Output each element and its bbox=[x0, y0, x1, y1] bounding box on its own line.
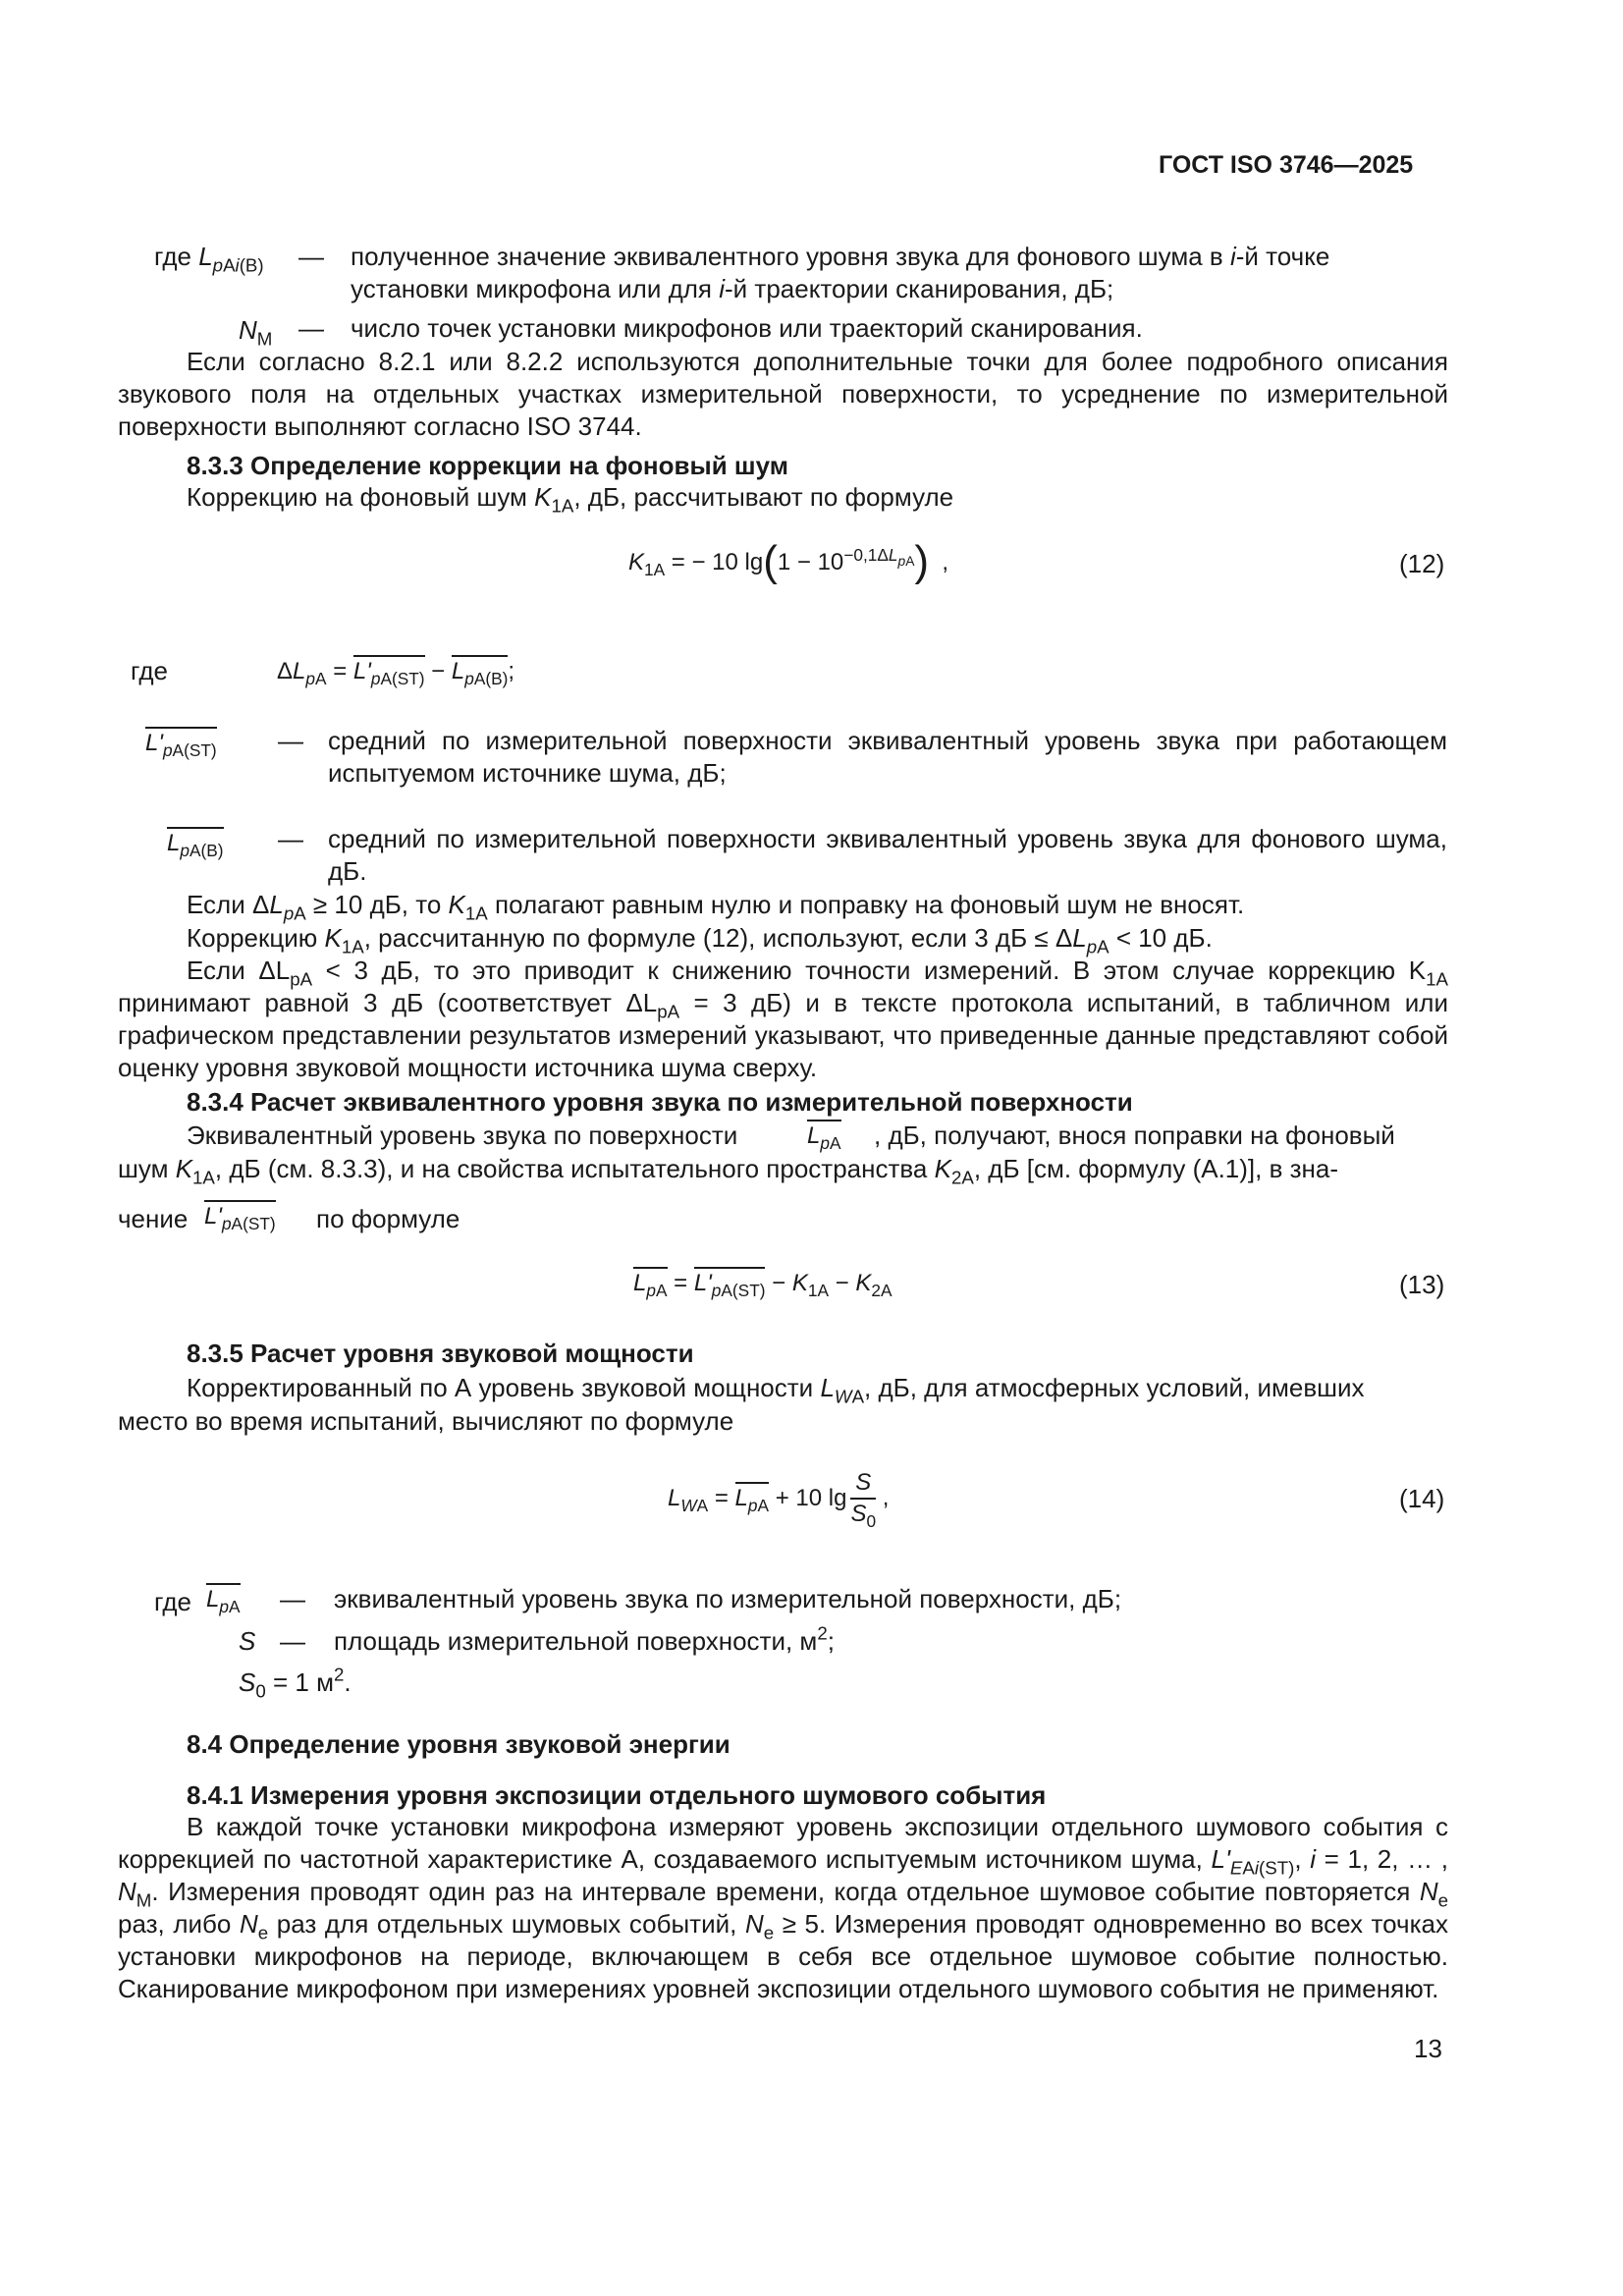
nm-symbol: $N_M$ bbox=[239, 315, 273, 350]
s834-line3a: чение bbox=[118, 1204, 189, 1233]
paragraph-8-4-1: В каждой точке установки микрофона измеряют уровень экспозиции отдельного шумового события с коррекцией по частотной характеристике А, создаваемого испытуемым источником шума, $L'_{EAi(ST)}$, i = 1, 2, … , $N_M$. Измерения проводят один раз на интервале времени, когда отдельное шумовое событие повторяется $N_e$ раз, либо $N_e$ раз для отдельных шумовых событий, $N_e \ge 5$. Измерения проводят одновременно во всех точках установки микрофонов на периоде, включающем в себя все отдельное шумовое событие полностью. Сканирование микрофоном при измерениях уровней экспозиции отдельного шумового события не применяют. bbox=[118, 1812, 1449, 2003]
page-number: 13 bbox=[1414, 2034, 1442, 2063]
s834-line2: шум $K_{1A}$, дБ (см. 8.3.3), и на свойства испытательного пространства $K_{2A}$, дБ [см. формулу (А.1)], в зна- bbox=[118, 1154, 1339, 1188]
l-st-symbol: $L'_{pA(ST)}$ bbox=[145, 727, 217, 759]
l-pa-symbol: $L_{pA}$ bbox=[807, 1120, 841, 1152]
delta-l-definition: $\Delta L_{pA} = L'_{pA(ST)} - L_{pA(B)}$; bbox=[277, 655, 514, 687]
paragraph-delta-lt-3: Если $\Delta L_{pA} < 3$ дБ, то это приводит к снижению точности измерений. В этом случае коррекцию $K_{1A}$ принимают равной 3 дБ (соответствует $\Delta L_{pA} = 3$ дБ) и в тексте протокола испытаний, в табличном или графическом представлении результатов измерений указывают, что приведенные данные представляют собой оценку уровня звуковой мощности источника шума сверху. bbox=[118, 956, 1449, 1082]
s-symbol: S bbox=[239, 1626, 256, 1656]
standard-code: ГОСТ ISO 3746—2025 bbox=[1159, 151, 1414, 179]
def-s0: $S_0 = 1$ $м^2$. bbox=[239, 1664, 352, 1702]
def-item1-line2: установки микрофона или для i-й траектории сканирования, дБ; bbox=[351, 274, 1114, 303]
section-8-3-4-title: 8.3.4 Расчет эквивалентного уровня звука по измерительной поверхности bbox=[187, 1087, 1133, 1117]
paragraph-correction-use: Коррекцию $K_{1A}$, рассчитанную по формуле (12), используют, если 3 дБ ≤ $\Delta L_{pA} < 10$ дБ. bbox=[187, 923, 1213, 957]
where-label-2: где bbox=[131, 656, 168, 685]
s834-line3b: по формуле bbox=[316, 1204, 460, 1233]
def-l-b: средний по измерительной поверхности эквивалентный уровень звука для фонового шума, дБ. bbox=[328, 824, 1447, 886]
section-8-3-3-title: 8.3.3 Определение коррекции на фоновый шум bbox=[187, 451, 788, 480]
def-item2: число точек установки микрофонов или траекторий сканирования. bbox=[351, 313, 1143, 343]
equation-number-12: (12) bbox=[1399, 549, 1445, 578]
def-dash: — bbox=[278, 824, 303, 853]
def-dash: — bbox=[298, 242, 324, 271]
equation-number-14: (14) bbox=[1399, 1484, 1445, 1513]
s834-line1a: Эквивалентный уровень звука по поверхности bbox=[187, 1121, 738, 1150]
formula-13: $L_{pA} = L'_{pA(ST)} - K_{1A} - K_{2A}$ bbox=[633, 1267, 892, 1299]
where-label-3: где bbox=[154, 1587, 191, 1616]
def-s: площадь измерительной поверхности, $м^2$; bbox=[334, 1622, 835, 1656]
def-l-pa: эквивалентный уровень звука по измерительной поверхности, дБ; bbox=[334, 1584, 1122, 1613]
l-b-symbol: $L_{pA(B)}$ bbox=[167, 827, 224, 859]
l-st-symbol-2: $L'_{pA(ST)}$ bbox=[204, 1200, 276, 1232]
def-dash: — bbox=[280, 1626, 305, 1656]
s835-line2: место во время испытаний, вычисляют по формуле bbox=[118, 1406, 734, 1436]
s835-line1: Корректированный по А уровень звуковой мощности $L_{WA}$, дБ, для атмосферных условий, имевших bbox=[187, 1373, 1365, 1407]
section-8-3-5-title: 8.3.5 Расчет уровня звуковой мощности bbox=[187, 1339, 694, 1368]
section-8-4-1-title: 8.4.1 Измерения уровня экспозиции отдельного шумового события bbox=[187, 1780, 1047, 1810]
paragraph-averaging: Если согласно 8.2.1 или 8.2.2 используются дополнительные точки для более подробного описания звукового поля на отдельных участках измерительной поверхности, то усреднение по измерительной поверхности выполняют согласно ISO 3744. bbox=[118, 347, 1448, 441]
formula-12: $K_{1A}$ = − 10 $\lg(1 - 10^{-0,1\Delta L_{pA}})$ , bbox=[628, 537, 949, 585]
formula-14: $L_{WA} = L_{pA} + 10$ lg $\frac{S}{S_0}$ , bbox=[668, 1469, 890, 1532]
paragraph-delta-ge-10: Если $\Delta L_{pA} \ge 10$ дБ, то $K_{1A}$ полагают равным нулю и поправку на фоновый шум не вносят. bbox=[187, 890, 1245, 924]
def-dash: — bbox=[278, 726, 303, 755]
l-pa-symbol-2: $L_{pA}$ bbox=[206, 1583, 241, 1615]
def-dash: — bbox=[298, 313, 324, 343]
equation-number-13: (13) bbox=[1399, 1270, 1445, 1299]
section-8-4-title: 8.4 Определение уровня звуковой энергии bbox=[187, 1729, 730, 1759]
s834-line1b: , дБ, получают, внося поправки на фоновый bbox=[874, 1121, 1395, 1150]
where-label: где $L_{pAi(B)}$ bbox=[154, 242, 264, 276]
section-8-3-3-intro: Коррекцию на фоновый шум $K_{1A}$, дБ, рассчитывают по формуле bbox=[187, 482, 954, 517]
def-l-st: средний по измерительной поверхности эквивалентный уровень звука при работающем испытуемом источнике шума, дБ; bbox=[328, 726, 1447, 788]
def-item1-line1: полученное значение эквивалентного уровня звука для фонового шума в i-й точке bbox=[351, 242, 1330, 271]
def-dash: — bbox=[280, 1584, 305, 1613]
